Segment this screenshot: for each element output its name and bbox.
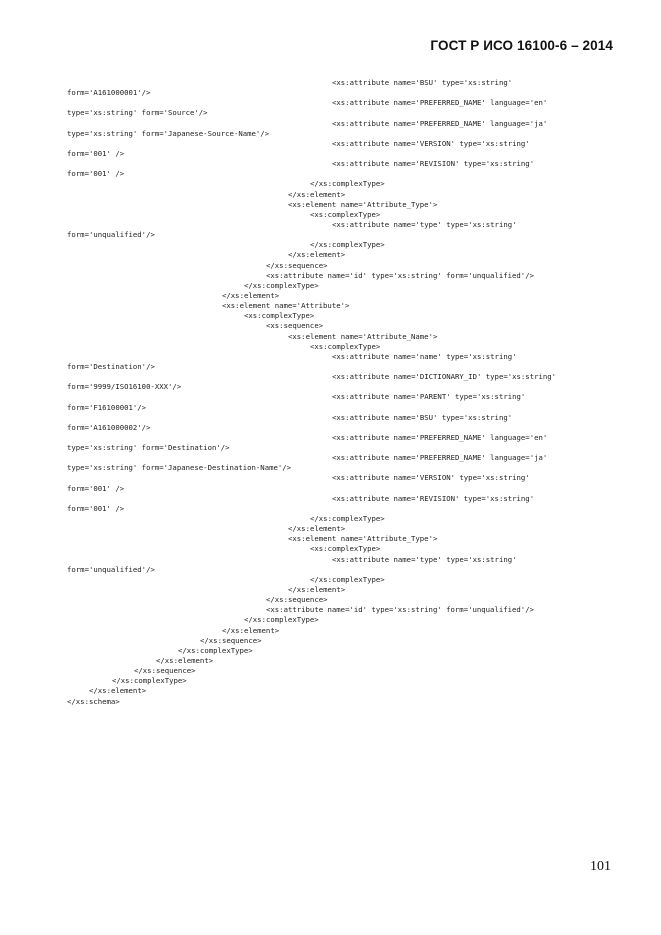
code-line: form='Destination'/> [67,361,155,371]
code-line: <xs:attribute name='name' type='xs:string' [332,351,517,361]
code-line: <xs:attribute name='BSU' type='xs:string' [332,78,513,87]
code-line: <xs:attribute name='REVISION' type='xs:string' [332,493,535,503]
code-line: </xs:element> [288,524,346,534]
code-line: </xs:element> [222,625,280,635]
code-line: </xs:complexType> [310,240,385,250]
code-line: form='001' /> [67,169,125,179]
code-line: </xs:sequence> [200,635,262,645]
code-line: </xs:complexType> [244,280,319,290]
code-line: </xs:element> [222,290,280,300]
code-line: </xs:complexType> [178,645,253,655]
code-line: </xs:complexType> [310,514,385,524]
code-line: type='xs:string' form='Japanese-Source-Name'/> [67,128,270,138]
code-line: <xs:attribute name='id' type='xs:string' form='unqualified'/> [266,605,534,615]
code-line: <xs:attribute name='id' type='xs:string' form='unqualified'/> [266,270,534,280]
code-line: <xs:sequence> [266,321,324,331]
code-line: <xs:attribute name='PARENT' type='xs:string' [332,392,526,402]
code-line: form='001' /> [67,503,125,513]
code-line: form='001' /> [67,148,125,158]
code-line: <xs:complexType> [310,341,381,351]
code-line: </xs:complexType> [310,179,385,189]
code-line: <xs:attribute name='PREFERRED_NAME' language='en' [332,432,548,442]
code-line: form='A161000002'/> [67,422,151,432]
code-line: <xs:complexType> [310,544,381,554]
code-line: </xs:element> [288,189,346,199]
code-line: </xs:element> [288,250,346,260]
page-number: 101 [590,859,611,874]
code-line: <xs:complexType> [310,209,381,219]
code-line: </xs:sequence> [134,666,196,676]
code-line: </xs:schema> [67,696,120,706]
code-line: </xs:sequence> [266,260,328,270]
code-line: form='F16100001'/> [67,402,147,412]
code-line: </xs:element> [288,585,346,595]
code-line: <xs:attribute name='REVISION' type='xs:string' [332,159,535,169]
code-line: <xs:attribute name='PREFERRED_NAME' language='ja' [332,118,548,128]
code-line: <xs:attribute name='type' type='xs:string' [332,219,517,229]
code-line: <xs:element name='Attribute_Name'> [288,331,438,341]
code-line: form='unqualified'/> [67,564,155,574]
code-line: type='xs:string' form='Japanese-Destination-Name'/> [67,463,292,473]
code-line: <xs:attribute name='PREFERRED_NAME' language='ja' [332,453,548,463]
document-header: ГОСТ Р ИСО 16100-6 – 2014 [430,38,613,53]
code-line: form='unqualified'/> [67,230,155,240]
code-line: form='001' /> [67,483,125,493]
code-line: <xs:element name='Attribute_Type'> [288,534,438,544]
code-line: <xs:complexType> [244,311,315,321]
code-line: <xs:element name='Attribute'> [222,301,350,311]
code-line: form='9999/ISO16100-XXX'/> [67,382,182,392]
code-line: <xs:attribute name='VERSION' type='xs:string' [332,138,530,148]
code-line: </xs:element> [156,656,214,666]
code-line: <xs:element name='Attribute_Type'> [288,199,438,209]
code-line: </xs:complexType> [310,574,385,584]
code-line: <xs:attribute name='VERSION' type='xs:string' [332,473,530,483]
code-line: </xs:sequence> [266,595,328,605]
code-line: <xs:attribute name='PREFERRED_NAME' language='en' [332,98,548,108]
code-line: </xs:complexType> [112,676,187,686]
code-line: type='xs:string' form='Destination'/> [67,443,230,453]
code-line: </xs:complexType> [244,615,319,625]
code-line: <xs:attribute name='BSU' type='xs:string' [332,412,513,422]
code-line: </xs:element> [89,686,147,696]
xml-code-listing [67,78,627,707]
code-line: form='A161000001'/> [67,88,151,98]
code-line: <xs:attribute name='DICTIONARY_ID' type='xs:string' [332,372,557,382]
code-line: type='xs:string' form='Source'/> [67,108,208,118]
code-line: <xs:attribute name='type' type='xs:string' [332,554,517,564]
